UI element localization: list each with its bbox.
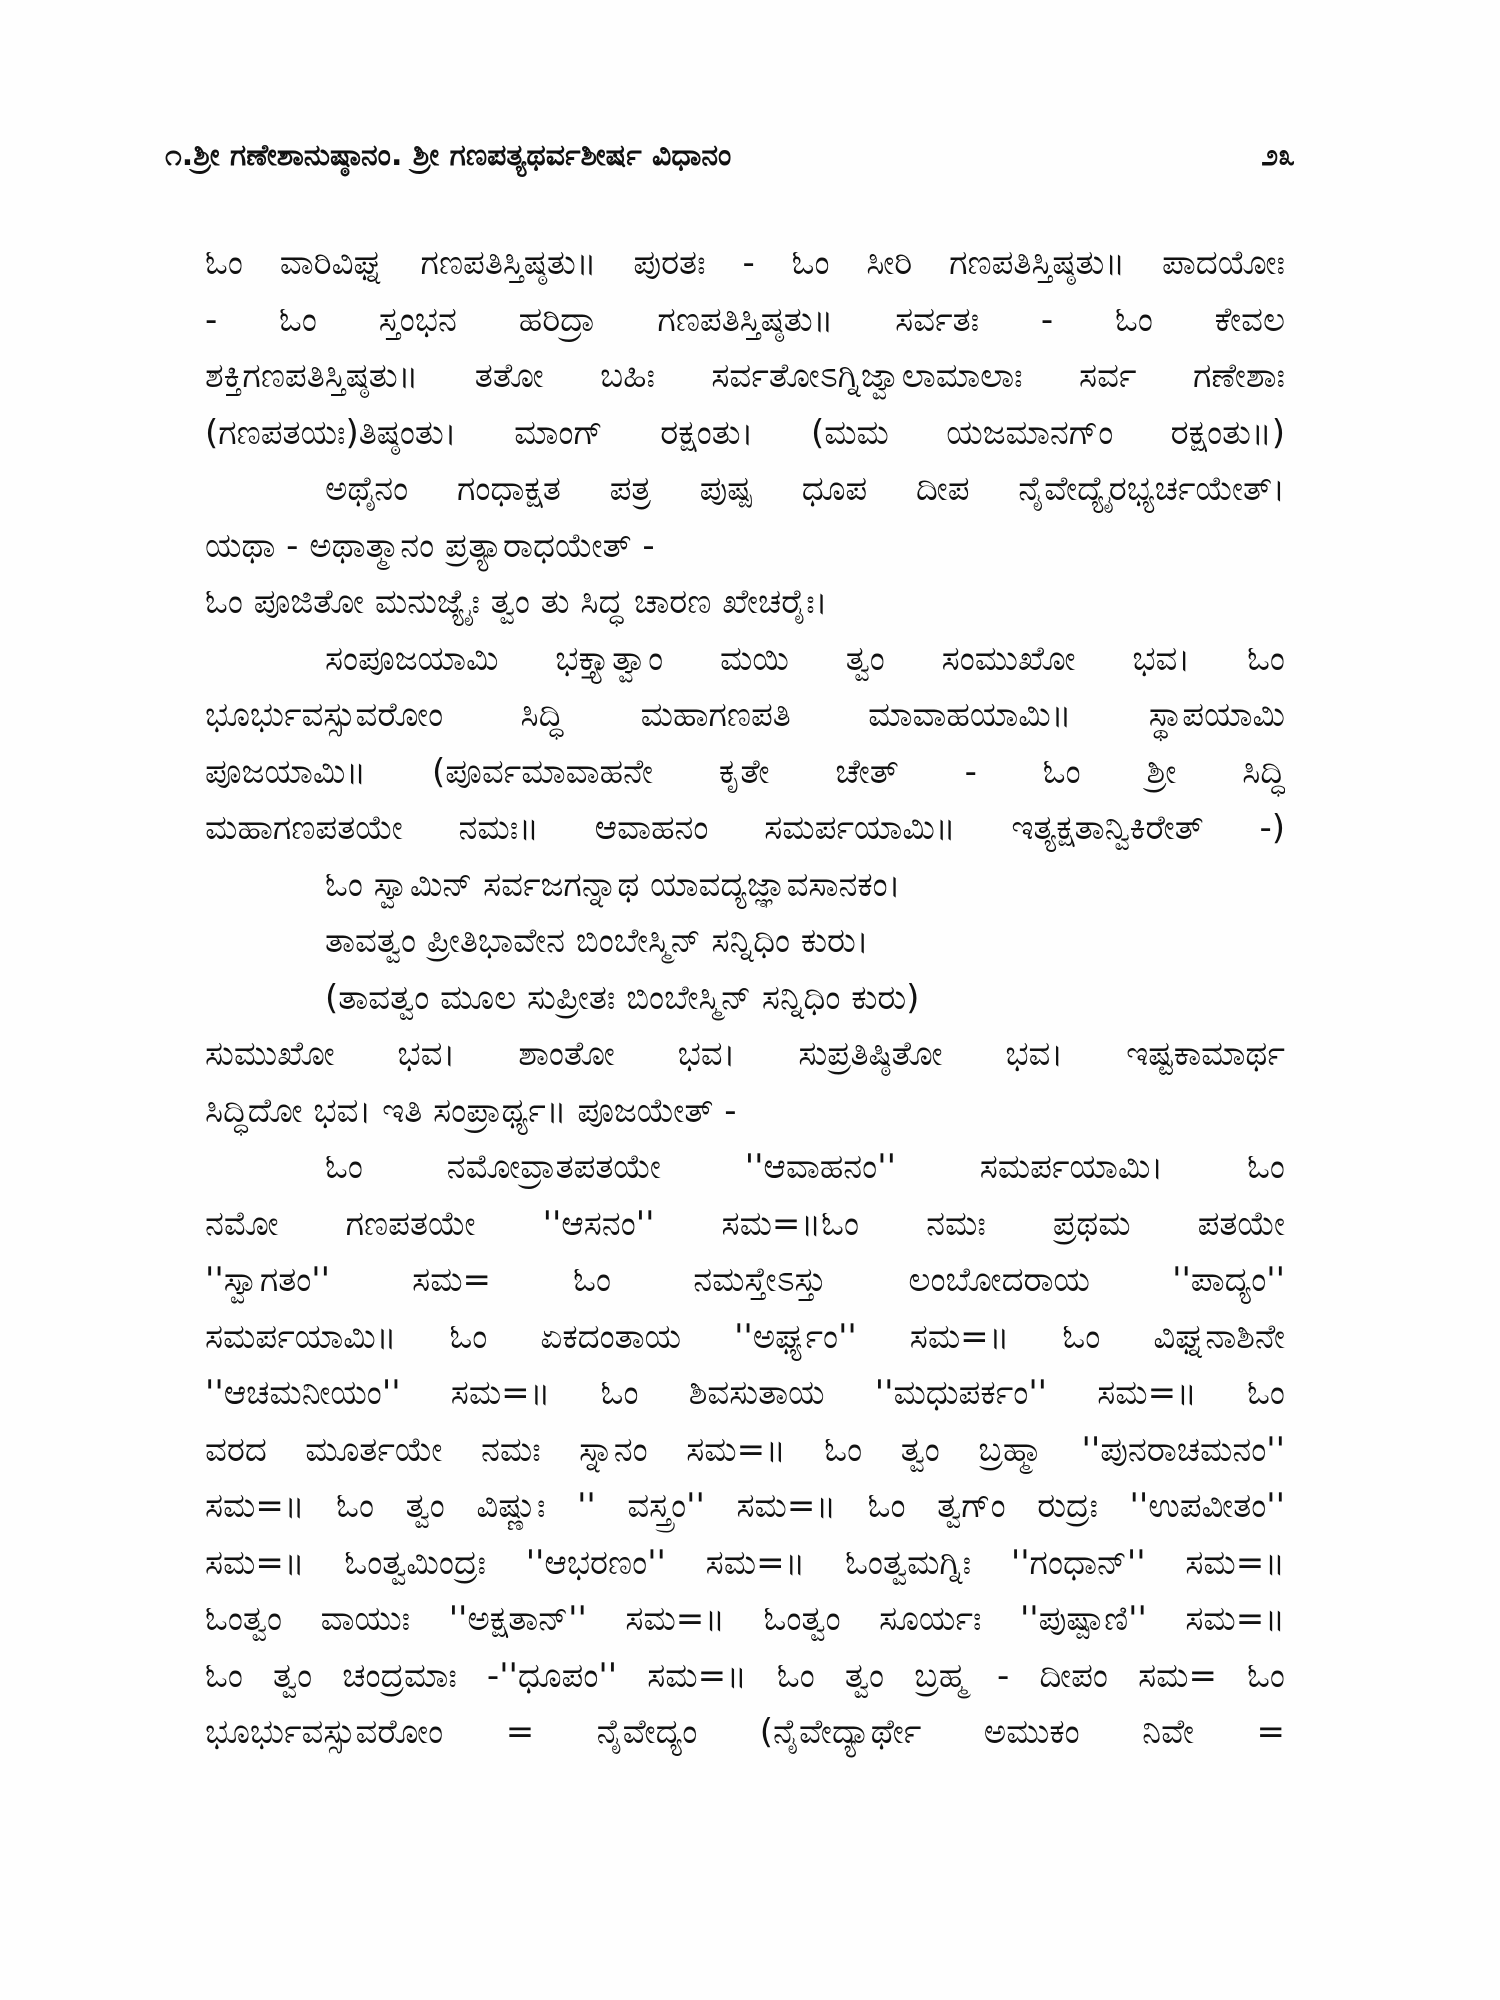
text-line: - ಓಂ ಸ್ತಂಭನ ಹರಿದ್ರಾ ಗಣಪತಿಸ್ತಿಷ್ಠತು॥ ಸರ್ವತಃ - ಓಂ ಕೇವಲ	[205, 299, 1285, 340]
text-line: ಪೂಜಯಾಮಿ॥ (ಪೂರ್ವಮಾವಾಹನೇ ಕೃತೇ ಚೇತ್ - ಓಂ ಶ್ರೀ ಸಿದ್ಧಿ	[205, 751, 1285, 792]
text-line: ಅಥೈನಂ ಗಂಧಾಕ್ಷತ ಪತ್ರ ಪುಷ್ಪ ಧೂಪ ದೀಪ ನೈವೇದ್ಯೈರಭ್ಯರ್ಚಯೇತ್।	[325, 469, 1285, 509]
text-line: ವರದ ಮೂರ್ತಯೇ ನಮಃ ಸ್ನಾನಂ ಸಮ=॥ ಓಂ ತ್ವಂ ಬ್ರಹ್ಮಾ ''ಪುನರಾಚಮನಂ''	[205, 1429, 1285, 1470]
text-line: ಸಿದ್ಧಿದೋ ಭವ। ಇತಿ ಸಂಪ್ರಾರ್ಥ್ಯ॥ ಪೂಜಯೇತ್ -	[205, 1090, 737, 1131]
text-line: ಓಂತ್ವಂ ವಾಯುಃ ''ಅಕ್ಷತಾನ್'' ಸಮ=॥ ಓಂತ್ವಂ ಸೂರ್ಯಃ ''ಪುಷ್ಪಾಣಿ'' ಸಮ=॥	[205, 1599, 1285, 1639]
text-line: ಓಂ ಸ್ವಾಮಿನ್ ಸರ್ವಜಗನ್ನಾಥ ಯಾವದ್ಯಜ್ಞಾವಸಾನಕಂ।	[325, 864, 901, 905]
text-line: ಭೂರ್ಭುವಸ್ಸುವರೋಂ ಸಿದ್ಧಿ ಮಹಾಗಣಪತಿ ಮಾವಾಹಯಾಮಿ॥ ಸ್ಥಾಪಯಾಮಿ	[205, 695, 1285, 735]
text-line: ಓಂ ವಾರಿವಿಘ್ನ ಗಣಪತಿಸ್ತಿಷ್ಠತು॥ ಪುರತಃ - ಓಂ ಸೀರಿ ಗಣಪತಿಸ್ತಿಷ್ಠತು॥ ಪಾದಯೋಃ	[205, 243, 1285, 283]
text-line: ಸಮ=॥ ಓಂತ್ವಮಿಂದ್ರಃ ''ಆಭರಣಂ'' ಸಮ=॥ ಓಂತ್ವಮಗ್ನಿಃ ''ಗಂಧಾನ್'' ಸಮ=॥	[205, 1542, 1285, 1583]
text-line: ನಮೋ ಗಣಪತಯೇ ''ಆಸನಂ'' ಸಮ=॥ಓಂ ನಮಃ ಪ್ರಥಮ ಪತಯೇ	[205, 1203, 1285, 1244]
page-number: ೨೩	[1261, 138, 1295, 173]
header-title: ೧.ಶ್ರೀ ಗಣೇಶಾನುಷ್ಠಾನಂ. ಶ್ರೀ ಗಣಪತ್ಯಥರ್ವಶೀರ್ಷ ವಿಧಾನಂ	[165, 138, 732, 173]
text-line: ''ಆಚಮನೀಯಂ'' ಸಮ=॥ ಓಂ ಶಿವಸುತಾಯ ''ಮಧುಪರ್ಕಂ'' ಸಮ=॥ ಓಂ	[205, 1373, 1285, 1413]
text-line: ಮಹಾಗಣಪತಯೇ ನಮಃ॥ ಆವಾಹನಂ ಸಮರ್ಪಯಾಮಿ॥ ಇತ್ಯಕ್ಷತಾನ್ವಿಕಿರೇತ್ -)	[205, 808, 1285, 848]
text-line: ಸಂಪೂಜಯಾಮಿ ಭಕ್ತ್ಯಾತ್ವಾಂ ಮಯಿ ತ್ವಂ ಸಂಮುಖೋ ಭವ। ಓಂ	[325, 638, 1285, 679]
text-line: ಯಥಾ - ಅಥಾತ್ಮಾನಂ ಪ್ರತ್ಯಾರಾಧಯೇತ್ -	[205, 525, 655, 566]
text-line: ಸುಮುಖೋ ಭವ। ಶಾಂತೋ ಭವ। ಸುಪ್ರತಿಷ್ಠಿತೋ ಭವ। ಇಷ್ಟಕಾಮಾರ್ಥ	[205, 1034, 1285, 1074]
text-line: ಸಮರ್ಪಯಾಮಿ॥ ಓಂ ಏಕದಂತಾಯ ''ಅರ್ಘ್ಯಂ'' ಸಮ=॥ ಓಂ ವಿಘ್ನನಾಶಿನೇ	[205, 1316, 1285, 1357]
text-line: ಶಕ್ತಿಗಣಪತಿಸ್ತಿಷ್ಠತು॥ ತತೋ ಬಹಿಃ ಸರ್ವತೋಽಗ್ನಿಜ್ವಾಲಾಮಾಲಾಃ ಸರ್ವ ಗಣೇಶಾಃ	[205, 356, 1285, 396]
body-text	[205, 235, 1285, 1761]
text-line: ಓಂ ನಮೋವ್ರಾತಪತಯೇ ''ಆವಾಹನಂ'' ಸಮರ್ಪಯಾಮಿ। ಓಂ	[325, 1147, 1285, 1187]
text-line: (ಗಣಪತಯಃ)ತಿಷ್ಠಂತು। ಮಾಂಗ್ ರಕ್ಷಂತು। (ಮಮ ಯಜಮಾನಗ್ಂ ರಕ್ಷಂತು॥)	[205, 412, 1285, 453]
text-line: ತಾವತ್ವಂ ಪ್ರೀತಿಭಾವೇನ ಬಿಂಬೇಸ್ಮಿನ್ ಸನ್ನಿಧಿಂ ಕುರು।	[325, 921, 869, 961]
text-line: ''ಸ್ವಾಗತಂ'' ಸಮ= ಓಂ ನಮಸ್ತೇಽಸ್ತು ಲಂಬೋದರಾಯ ''ಪಾದ್ಯಂ''	[205, 1260, 1285, 1300]
page-header	[165, 138, 1295, 198]
text-line: ಸಮ=॥ ಓಂ ತ್ವಂ ವಿಷ್ಣುಃ '' ವಸ್ತ್ರಂ'' ಸಮ=॥ ಓಂ ತ್ವಗ್ಂ ರುದ್ರಃ ''ಉಪವೀತಂ''	[205, 1486, 1285, 1526]
text-line: (ತಾವತ್ವಂ ಮೂಲ ಸುಪ್ರೀತಃ ಬಿಂಬೇಸ್ಮಿನ್ ಸನ್ನಿಧಿಂ ಕುರು)	[325, 977, 920, 1018]
text-line: ಓಂ ಪೂಜಿತೋ ಮನುಜ್ಯೈಃ ತ್ವಂ ತು ಸಿದ್ಧ ಚಾರಣ ಖೇಚರೈಃ।	[205, 582, 828, 622]
text-line: ಭೂರ್ಭುವಸ್ಸುವರೋಂ = ನೈವೇದ್ಯಂ (ನೈವೇದ್ಯಾರ್ಥೇ ಅಮುಕಂ ನಿವೇ =	[205, 1712, 1285, 1752]
text-line: ಓಂ ತ್ವಂ ಚಂದ್ರಮಾಃ -''ಧೂಪಂ'' ಸಮ=॥ ಓಂ ತ್ವಂ ಬ್ರಹ್ಮ - ದೀಪಂ ಸಮ= ಓಂ	[205, 1655, 1285, 1696]
